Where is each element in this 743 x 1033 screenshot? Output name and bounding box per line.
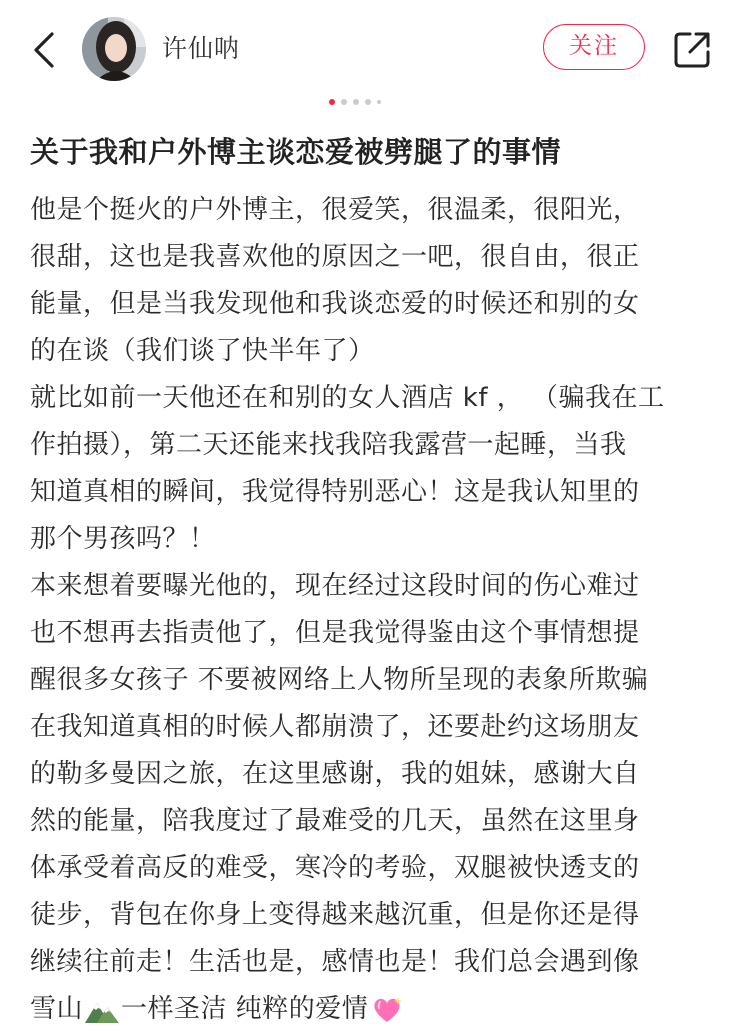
body-line: 然的能量，陪我度过了最难受的几天，虽然在这里身: [30, 806, 640, 836]
post-header: [0, 0, 743, 100]
avatar[interactable]: [82, 17, 146, 81]
body-line: 徒步，背包在你身上变得越来越沉重，但是你还是得: [30, 900, 640, 930]
body-line: 的在谈（我们谈了快半年了）: [30, 336, 375, 366]
body-line: 知道真相的瞬间，我觉得特别恶心！这是我认知里的: [30, 477, 640, 507]
follow-button[interactable]: 关注: [543, 24, 645, 70]
avatar-image: [82, 17, 146, 81]
body-line: 本来想着要曝光他的，现在经过这段时间的伤心难过: [30, 571, 640, 601]
body-line: 也不想再去指责他了，但是我觉得鉴由这个事情想提: [30, 618, 640, 648]
body-line: 在我知道真相的时候人都崩溃了，还要赴约这场朋友: [30, 712, 640, 742]
body-line: 能量，但是当我发现他和我谈恋爱的时候还和别的女: [30, 289, 640, 319]
carousel-indicator: [329, 98, 381, 106]
carousel-dot: [353, 99, 359, 105]
snow-mountain-icon: [85, 997, 119, 1023]
carousel-dot: [365, 99, 371, 105]
body-line-last: [30, 986, 720, 1033]
carousel-dot: [341, 99, 347, 105]
body-line: 体承受着高反的难受，寒冷的考验，双腿被快透支的: [30, 853, 640, 883]
post-title: 关于我和户外博主谈恋爱被劈腿了的事情: [30, 135, 562, 169]
carousel-dot-active: [329, 99, 335, 105]
share-button[interactable]: [672, 30, 712, 70]
body-text-segment: 一样圣洁 纯粹的爱情: [121, 994, 369, 1024]
sparkling-heart-icon: [372, 996, 402, 1024]
body-line: 的勒多曼因之旅，在这里感谢，我的姐妹，感谢大自: [30, 759, 640, 789]
body-line: 作拍摄），第二天还能来找我陪我露营一起睡，当我: [30, 430, 627, 460]
body-line: 醒很多女孩子 不要被网络上人物所呈现的表象所欺骗: [30, 665, 649, 695]
carousel-dot: [377, 100, 381, 104]
body-line: 就比如前一天他还在和别的女人酒店 kf ， （骗我在工: [30, 383, 665, 413]
author-name[interactable]: 许仙呐: [162, 34, 241, 63]
post-body: [30, 187, 720, 1033]
body-line: 他是个挺火的户外博主，很爱笑，很温柔，很阳光，: [30, 195, 640, 225]
body-text-segment: 雪山: [30, 994, 84, 1024]
body-line: 很甜，这也是我喜欢他的原因之一吧，很自由，很正: [30, 242, 640, 272]
chevron-left-icon: [26, 28, 66, 72]
body-line: 那个男孩吗？！: [30, 524, 216, 554]
body-line: 继续往前走！生活也是，感情也是！我们总会遇到像: [30, 947, 640, 977]
share-icon: [672, 30, 712, 70]
back-button[interactable]: [26, 28, 66, 72]
